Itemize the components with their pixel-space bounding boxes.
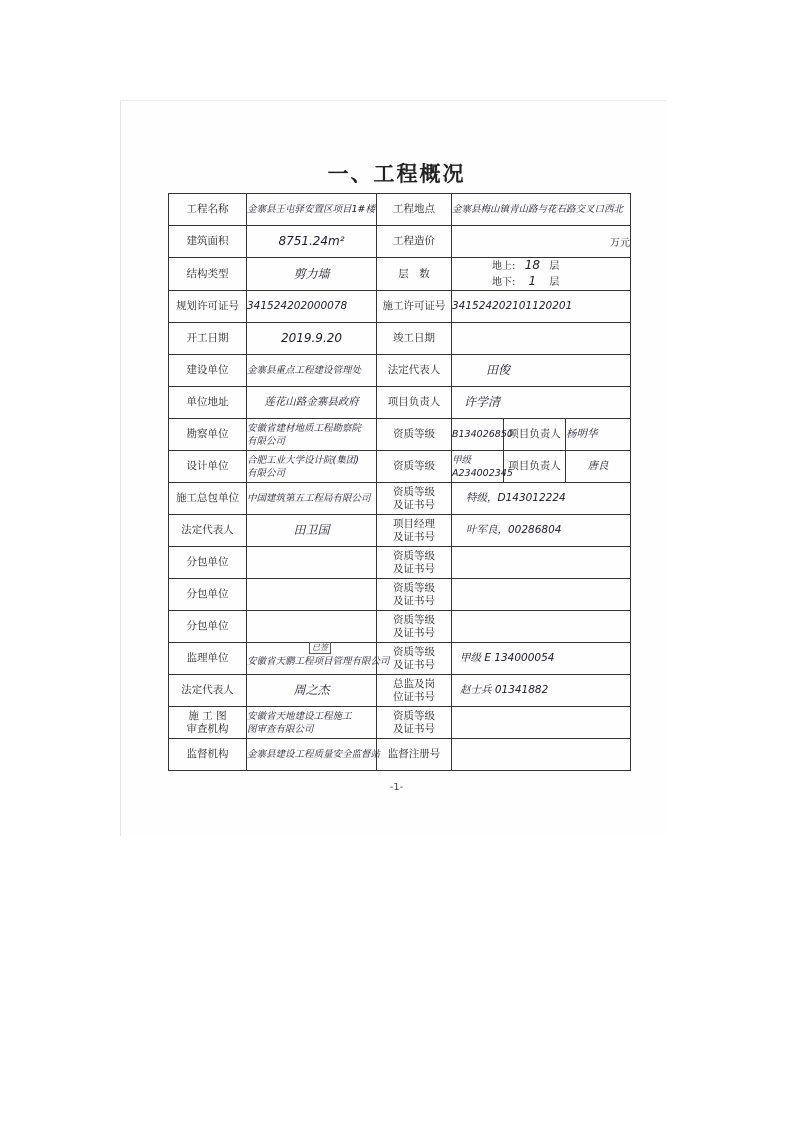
label-building-area: 建筑面积 bbox=[169, 226, 247, 258]
table-row bbox=[169, 451, 631, 483]
value-project-manager: 叶军良，00286804 bbox=[452, 515, 631, 547]
label-supervision-unit: 监理单位 bbox=[169, 643, 247, 675]
label-project-leader: 项目负责人 bbox=[377, 387, 452, 419]
label-unit-address: 单位地址 bbox=[169, 387, 247, 419]
label-project-location: 工程地点 bbox=[377, 194, 452, 226]
value-design-qualification: 甲级 A234002345 bbox=[452, 451, 504, 483]
label-survey-leader: 项目负责人 bbox=[504, 419, 566, 451]
value-general-contractor: 中国建筑第五工程局有限公司 bbox=[247, 483, 377, 515]
label-drawing-review: 施 工 图 审查机构 bbox=[169, 707, 247, 739]
value-contractor-legal-rep: 田卫国 bbox=[247, 515, 377, 547]
value-design-leader: 唐良 bbox=[566, 451, 631, 483]
label-design-qualification: 资质等级 bbox=[377, 451, 452, 483]
label-supervision-qualification: 资质等级 及证书号 bbox=[377, 643, 452, 675]
label-general-contractor: 施工总包单位 bbox=[169, 483, 247, 515]
value-supervision-registration bbox=[452, 739, 631, 771]
value-design-unit: 合肥工业大学设计院(集团) 有限公司 bbox=[247, 451, 377, 483]
table-row bbox=[169, 226, 631, 258]
table-row bbox=[169, 547, 631, 579]
value-drawing-review: 安徽省天地建设工程施工 图审查有限公司 bbox=[247, 707, 377, 739]
value-legal-representative: 田俊 bbox=[452, 355, 631, 387]
label-survey-unit: 勘察单位 bbox=[169, 419, 247, 451]
table-row bbox=[169, 515, 631, 547]
table-row bbox=[169, 291, 631, 323]
value-chief-supervisor: 赵士兵 01341882 bbox=[452, 675, 631, 707]
value-review-qualification bbox=[452, 707, 631, 739]
value-project-cost-unit: 万元 bbox=[452, 226, 631, 258]
label-contractor-legal-rep: 法定代表人 bbox=[169, 515, 247, 547]
value-subcontractor-2-qualification bbox=[452, 579, 631, 611]
label-survey-qualification: 资质等级 bbox=[377, 419, 452, 451]
label-supervision-registration: 监督注册号 bbox=[377, 739, 452, 771]
label-chief-supervisor: 总监及岗 位证书号 bbox=[377, 675, 452, 707]
value-subcontractor-1 bbox=[247, 547, 377, 579]
table-row bbox=[169, 323, 631, 355]
label-construction-permit: 施工许可证号 bbox=[377, 291, 452, 323]
value-project-location: 金寨县梅山镇青山路与花石路交叉口西北 bbox=[452, 194, 631, 226]
value-supervision-unit: 已签 安徽省天鹏工程项目管理有限公司 bbox=[247, 643, 377, 675]
value-supervisory-agency: 金寨县建设工程质量安全监督站 bbox=[247, 739, 377, 771]
value-survey-unit: 安徽省建材地质工程勘察院 有限公司 bbox=[247, 419, 377, 451]
value-construction-permit: 341524202101120201 bbox=[452, 291, 631, 323]
table-row bbox=[169, 739, 631, 771]
table-row bbox=[169, 483, 631, 515]
label-review-qualification: 资质等级 及证书号 bbox=[377, 707, 452, 739]
value-structure-type: 剪力墙 bbox=[247, 258, 377, 291]
label-subcontractor-1-qualification: 资质等级 及证书号 bbox=[377, 547, 452, 579]
value-subcontractor-3-qualification bbox=[452, 611, 631, 643]
table-row bbox=[169, 387, 631, 419]
value-construction-unit: 金寨县重点工程建设管理处 bbox=[247, 355, 377, 387]
label-project-manager: 项目经理 及证书号 bbox=[377, 515, 452, 547]
table-row bbox=[169, 675, 631, 707]
value-supervision-qualification: 甲级 E 134000054 bbox=[452, 643, 631, 675]
value-supervision-legal-rep: 周之杰 bbox=[247, 675, 377, 707]
label-completion-date: 竣工日期 bbox=[377, 323, 452, 355]
label-subcontractor-3-qualification: 资质等级 及证书号 bbox=[377, 611, 452, 643]
stamp-mark: 已签 bbox=[309, 642, 331, 654]
label-construction-unit: 建设单位 bbox=[169, 355, 247, 387]
label-subcontractor-2: 分包单位 bbox=[169, 579, 247, 611]
table-row bbox=[169, 643, 631, 675]
floors-above: 地上: 18 层 bbox=[492, 258, 560, 272]
table-row bbox=[169, 258, 631, 291]
value-floors bbox=[452, 258, 631, 291]
table-row bbox=[169, 707, 631, 739]
table-row bbox=[169, 611, 631, 643]
label-design-unit: 设计单位 bbox=[169, 451, 247, 483]
label-structure-type: 结构类型 bbox=[169, 258, 247, 291]
floors-below: 地下: 1 层 bbox=[492, 274, 560, 288]
label-subcontractor-2-qualification: 资质等级 及证书号 bbox=[377, 579, 452, 611]
value-subcontractor-3 bbox=[247, 611, 377, 643]
value-survey-leader: 杨明华 bbox=[566, 419, 631, 451]
label-legal-representative: 法定代表人 bbox=[377, 355, 452, 387]
label-contractor-qualification: 资质等级 及证书号 bbox=[377, 483, 452, 515]
value-survey-qualification: B134026850 bbox=[452, 419, 504, 451]
table-row bbox=[169, 355, 631, 387]
value-contractor-qualification: 特级，D143012224 bbox=[452, 483, 631, 515]
label-planning-permit: 规划许可证号 bbox=[169, 291, 247, 323]
value-project-leader: 许学清 bbox=[452, 387, 631, 419]
label-project-name: 工程名称 bbox=[169, 194, 247, 226]
value-project-name: 金寨县王屯驿安置区项目1#楼 bbox=[247, 194, 377, 226]
label-start-date: 开工日期 bbox=[169, 323, 247, 355]
value-subcontractor-1-qualification bbox=[452, 547, 631, 579]
page-number: -1- bbox=[389, 782, 404, 793]
value-start-date: 2019.9.20 bbox=[247, 323, 377, 355]
value-completion-date bbox=[452, 323, 631, 355]
label-subcontractor-3: 分包单位 bbox=[169, 611, 247, 643]
value-planning-permit: 341524202000078 bbox=[247, 291, 377, 323]
table-row bbox=[169, 579, 631, 611]
label-supervision-legal-rep: 法定代表人 bbox=[169, 675, 247, 707]
table-row bbox=[169, 194, 631, 226]
label-project-cost: 工程造价 bbox=[377, 226, 452, 258]
value-subcontractor-2 bbox=[247, 579, 377, 611]
value-building-area: 8751.24m² bbox=[247, 226, 377, 258]
project-overview-table bbox=[168, 193, 631, 771]
label-supervisory-agency: 监督机构 bbox=[169, 739, 247, 771]
table-row bbox=[169, 419, 631, 451]
label-design-leader: 项目负责人 bbox=[504, 451, 566, 483]
page-title: 一、工程概况 bbox=[327, 161, 466, 186]
value-unit-address: 莲花山路金寨县政府 bbox=[247, 387, 377, 419]
label-subcontractor-1: 分包单位 bbox=[169, 547, 247, 579]
label-floors: 层 数 bbox=[377, 258, 452, 291]
